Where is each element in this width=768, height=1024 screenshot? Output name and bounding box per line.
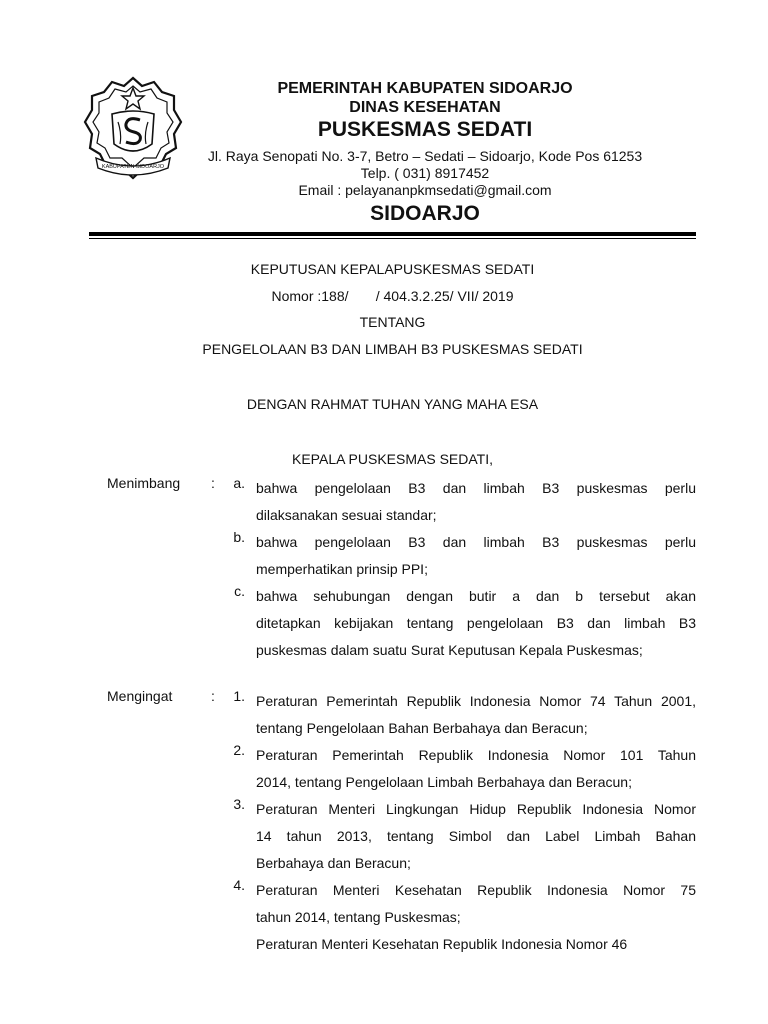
mengingat-item-marker: 4.: [233, 877, 245, 893]
mengingat-item-line: tentang Pengelolaan Bahan Berbahaya dan Beracun;: [256, 720, 588, 736]
letterhead-phone: Telp. ( 031) 8917452: [360, 165, 490, 181]
menimbang-item-marker: c.: [234, 583, 245, 599]
menimbang-item-line: bahwa pengelolaan B3 dan limbah B3 puskesmas perlu: [256, 480, 696, 496]
menimbang-item-marker: a.: [233, 475, 245, 491]
mengingat-item: [0, 688, 768, 742]
emblem-text: KABUPATEN SIDOARJO: [101, 164, 165, 170]
decree-subject: PENGELOLAAN B3 DAN LIMBAH B3 PUSKESMAS SEDATI: [202, 341, 583, 357]
menimbang-item-marker: b.: [233, 529, 245, 545]
menimbang-list: [0, 475, 768, 664]
menimbang-item-line: puskesmas dalam suatu Surat Keputusan Kepala Puskesmas;: [256, 642, 643, 658]
mengingat-item-line: 2014, tentang Pengelolaan Limbah Berbahaya dan Beracun;: [256, 774, 632, 790]
mengingat-item-line: Peraturan Menteri Lingkungan Hidup Republik Indonesia Nomor: [256, 801, 696, 817]
blessing-line: DENGAN RAHMAT TUHAN YANG MAHA ESA: [246, 396, 539, 412]
about-label: TENTANG: [359, 314, 426, 330]
mengingat-item-marker: 3.: [233, 796, 245, 812]
letterhead-department: DINAS KESEHATAN: [349, 99, 501, 116]
letterhead-address: Jl. Raya Senopati No. 3-7, Betro – Sedati – Sidoarjo, Kode Pos 61253: [207, 148, 643, 164]
head-title: KEPALA PUSKESMAS SEDATI,: [292, 451, 493, 467]
menimbang-label: Menimbang: [107, 475, 181, 491]
mengingat-item-text: [256, 931, 696, 958]
mengingat-item-line: Peraturan Menteri Kesehatan Republik Indonesia Nomor 46: [256, 936, 628, 952]
mengingat-item-marker: 1.: [233, 688, 245, 704]
letterhead-divider-thick: [89, 232, 696, 236]
mengingat-item: [0, 796, 768, 877]
menimbang-item-line: bahwa pengelolaan B3 dan limbah B3 puskesmas perlu: [256, 534, 696, 550]
mengingat-item-marker: 2.: [233, 742, 245, 758]
mengingat-item-line: Peraturan Pemerintah Republik Indonesia Nomor 74 Tahun 2001,: [256, 693, 696, 709]
mengingat-item-text: [256, 688, 696, 742]
menimbang-item-line: bahwa sehubungan dengan butir a dan b tersebut akan: [256, 588, 696, 604]
mengingat-item-line: Peraturan Menteri Kesehatan Republik Indonesia Nomor 75: [256, 882, 696, 898]
mengingat-item-line: 14 tahun 2013, tentang Simbol dan Label Limbah Bahan: [256, 828, 696, 844]
menimbang-item-text: [256, 475, 696, 529]
mengingat-item-text: [256, 796, 696, 877]
menimbang-item: [0, 529, 768, 583]
mengingat-label: Mengingat: [107, 688, 173, 704]
menimbang-item-text: [256, 529, 696, 583]
menimbang-item-line: ditetapkan kebijakan tentang pengelolaan B3 dan limbah B3: [256, 615, 696, 631]
mengingat-item: [0, 742, 768, 796]
menimbang-item: [0, 583, 768, 664]
letterhead-divider-thin: [89, 238, 696, 239]
menimbang-item-line: dilaksanakan sesuai standar;: [256, 507, 437, 523]
mengingat-list: [0, 688, 768, 958]
mengingat-item-text: [256, 742, 696, 796]
decree-title: KEPUTUSAN KEPALAPUSKESMAS SEDATI: [250, 261, 535, 277]
mengingat-item-line: tahun 2014, tentang Puskesmas;: [256, 909, 461, 925]
mengingat-colon: :: [211, 688, 215, 704]
decree-number: Nomor :188/ / 404.3.2.25/ VII/ 2019: [271, 288, 514, 304]
mengingat-item-line: Berbahaya dan Beracun;: [256, 855, 411, 871]
mengingat-item-line: Peraturan Pemerintah Republik Indonesia Nomor 101 Tahun: [256, 747, 696, 763]
menimbang-item-text: [256, 583, 696, 664]
menimbang-item-line: memperhatikan prinsip PPI;: [256, 561, 428, 577]
mengingat-item: [0, 931, 768, 958]
sidoarjo-regency-emblem-icon: [82, 74, 184, 184]
menimbang-item: [0, 475, 768, 529]
letterhead-institution: PUSKESMAS SEDATI: [317, 118, 533, 141]
letterhead-government: PEMERINTAH KABUPATEN SIDOARJO: [277, 80, 573, 97]
letterhead-email: Email : pelayananpkmsedati@gmail.com: [298, 182, 552, 198]
mengingat-item: [0, 877, 768, 931]
mengingat-item-text: [256, 877, 696, 931]
menimbang-colon: :: [211, 475, 215, 491]
letterhead-city: SIDOARJO: [370, 202, 480, 225]
